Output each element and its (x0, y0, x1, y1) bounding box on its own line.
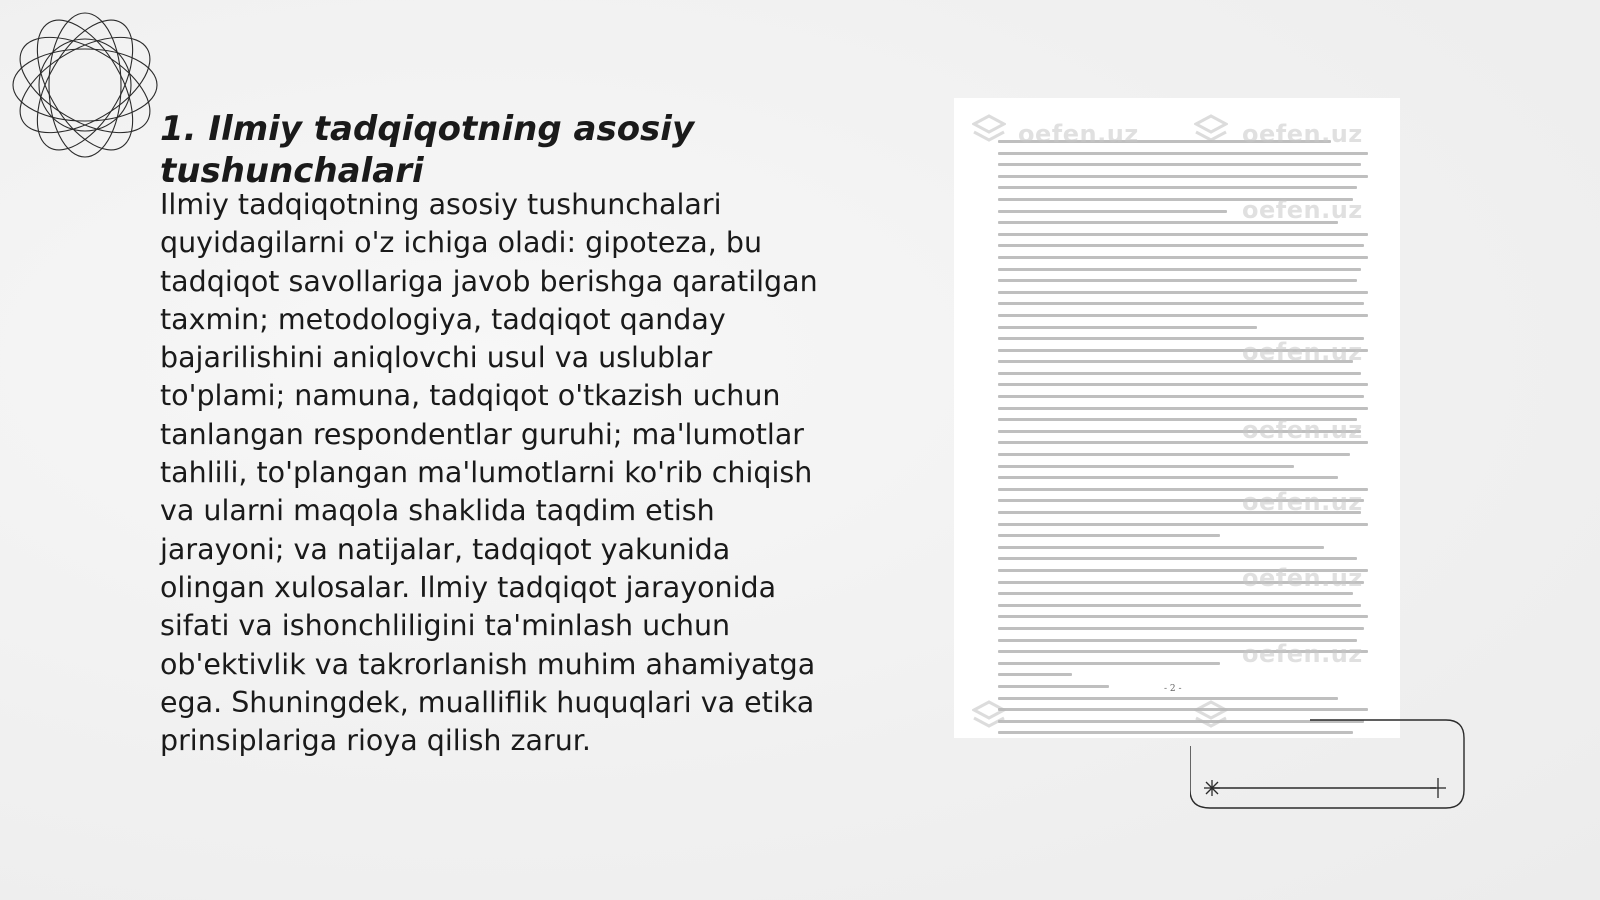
document-text-line (998, 476, 1338, 479)
watermark-text: oefen.uz (1242, 564, 1363, 592)
document-page-number: - 2 - (1164, 684, 1182, 694)
document-text-line (998, 685, 1109, 688)
document-text-line (998, 314, 1368, 317)
document-text-line (998, 372, 1361, 375)
document-text-line (998, 326, 1257, 329)
document-text-line (998, 534, 1220, 537)
slide-title: 1. Ilmiy tadqiqotning asosiy tushunchalari (160, 109, 695, 191)
document-text-line (998, 279, 1357, 282)
rings-ornament-icon (10, 10, 160, 160)
document-text-line (998, 395, 1364, 398)
decorative-frame (1190, 718, 1466, 810)
document-text-line (998, 453, 1350, 456)
document-text-line (998, 152, 1368, 155)
watermark-logo-icon (972, 698, 1006, 732)
watermark-logo-icon (972, 112, 1006, 146)
document-text-line (998, 383, 1368, 386)
document-text-line (998, 186, 1357, 189)
watermark-logo-icon (1194, 112, 1228, 146)
watermark-text: oefen.uz (1018, 120, 1139, 148)
document-text-line (998, 291, 1368, 294)
document-text-line (998, 175, 1368, 178)
sparkle-icon (1204, 780, 1220, 796)
document-text-line (998, 557, 1357, 560)
document-text-line (998, 708, 1368, 711)
document-text-line (998, 546, 1324, 549)
slide-body-text: Ilmiy tadqiqotning asosiy tushunchalari quyidagilarni o'z ichiga oladi: gipoteza, bu tadqiqot savollariga javob berishga qaratilgan taxmin; metodologiya, tadqiqot qanday bajarilishini aniqlovchi usul va uslublar to'plami; namuna, tadqiqot o'tkazish uchun tanlangan respondentlar guruhi; ma'lumotlar tahlili, to'plangan ma'lumotlarni ko'rib chiqish va ularni maqola shaklida taqdim etish jarayoni; va natijalar, tadqiqot yakunida olingan xulosalar. Ilmiy tadqiqot jarayonida sifati va ishonchliligini ta'minlash uchun ob'ektivlik va takrorlanish muhim ahamiyatga ega. Shuningdek, mualliflik huquqlari va etika prinsiplariga rioya qilish zarur. (160, 188, 818, 758)
document-text-line (998, 256, 1368, 259)
document-text-line (998, 662, 1220, 665)
document-text-line (998, 210, 1227, 213)
document-text-line (998, 244, 1364, 247)
document-page-image (954, 98, 1400, 738)
document-text-line (998, 697, 1338, 700)
document-text-line (998, 627, 1364, 630)
watermark-text: oefen.uz (1242, 640, 1363, 668)
document-text-line (998, 592, 1353, 595)
document-text-line (998, 604, 1361, 607)
cross-star-icon (1430, 778, 1446, 798)
document-text-line (998, 465, 1294, 468)
watermark-text: oefen.uz (1242, 416, 1363, 444)
watermark-text: oefen.uz (1242, 196, 1363, 224)
document-text-line (998, 407, 1368, 410)
watermark-text: oefen.uz (1242, 338, 1363, 366)
document-text-line (998, 673, 1072, 676)
document-text-line (998, 163, 1361, 166)
document-text-line (998, 615, 1368, 618)
document-text-line (998, 302, 1364, 305)
document-text-line (998, 268, 1361, 271)
watermark-text: oefen.uz (1242, 488, 1363, 516)
document-text-line (998, 523, 1368, 526)
watermark-text: oefen.uz (1242, 120, 1363, 148)
document-text-line (998, 233, 1368, 236)
